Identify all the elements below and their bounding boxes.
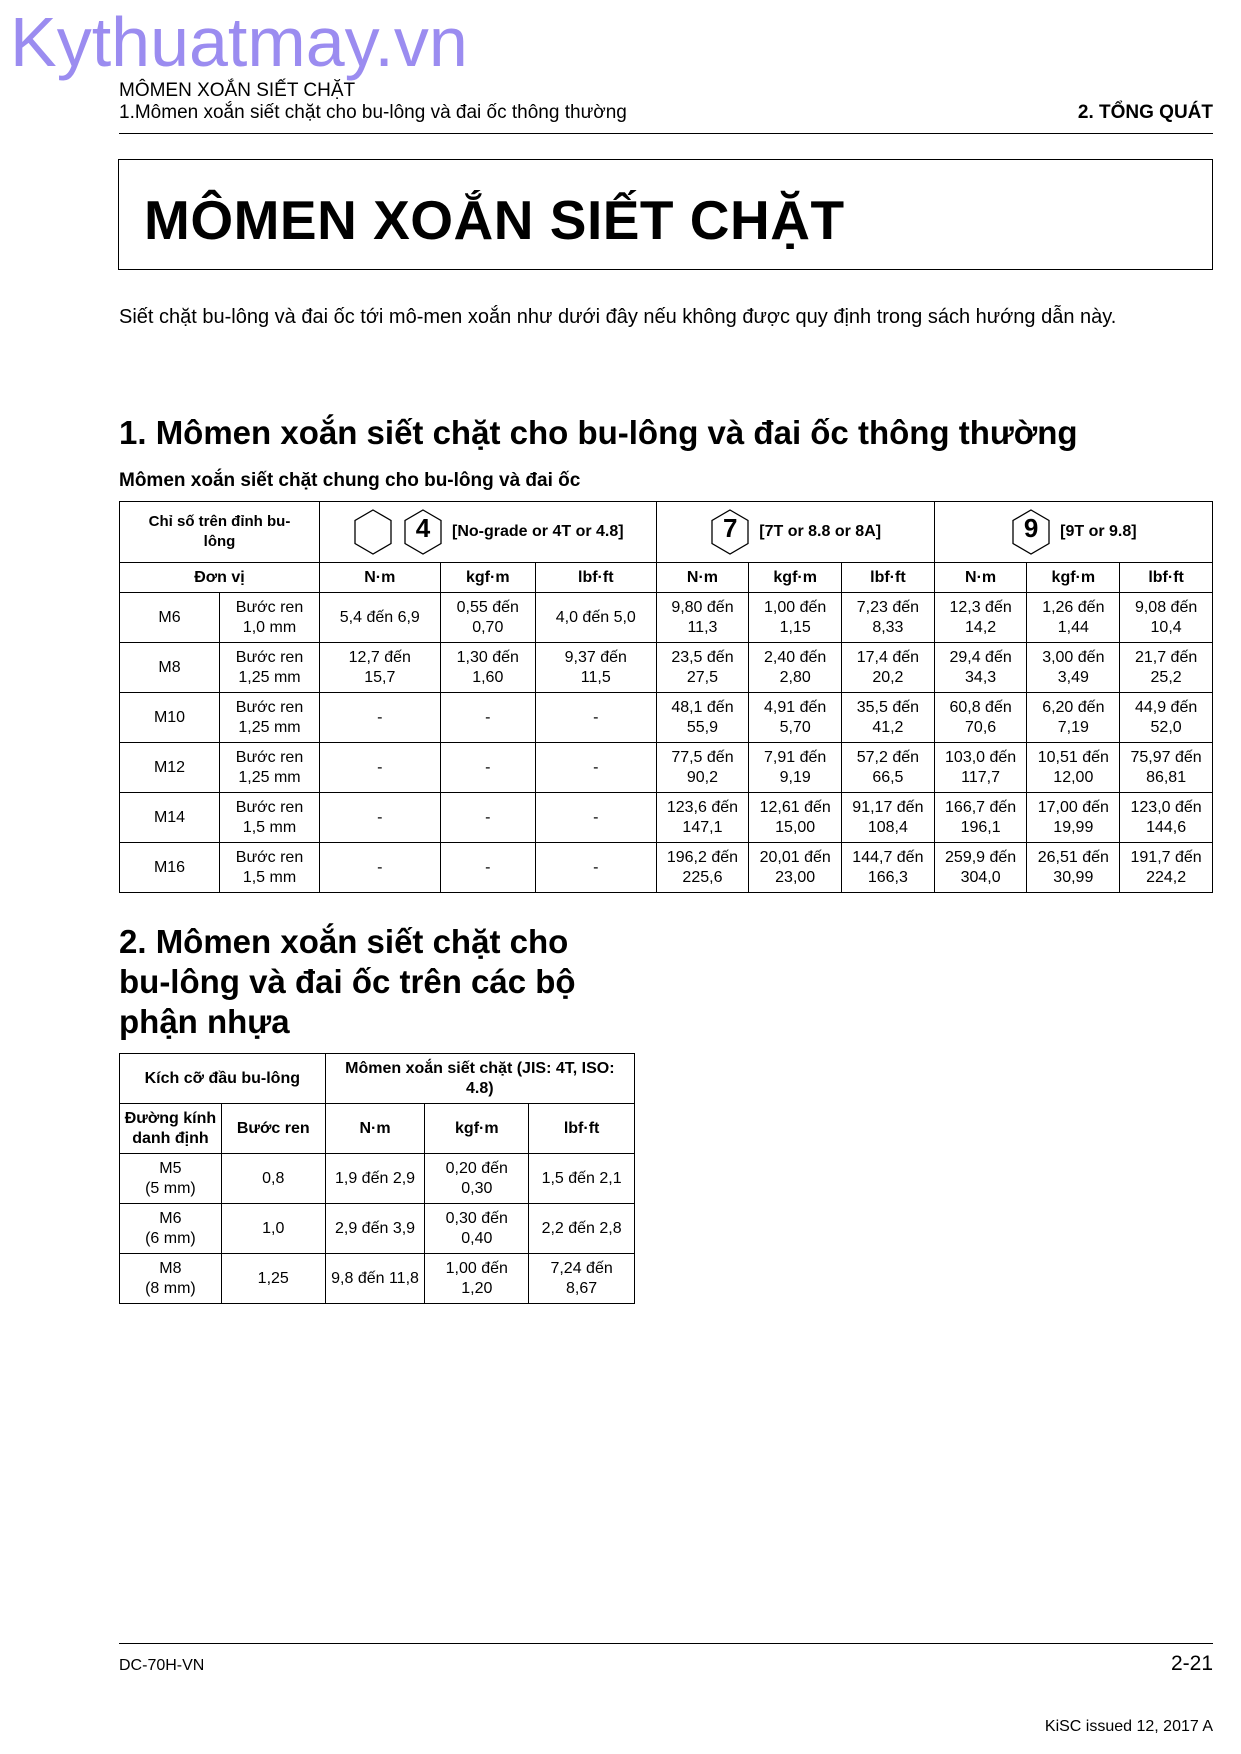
section2-heading-line: 2. Mômen xoắn siết chặt cho — [119, 923, 569, 960]
cell-line: 224,2 — [1146, 868, 1187, 886]
grade-7-label: [7T or 8.8 or 8A] — [759, 523, 882, 540]
cell-line: 0,40 — [461, 1229, 493, 1247]
torque-value-cell — [656, 693, 749, 743]
cell-line: - — [593, 758, 599, 776]
torque-value-cell — [325, 1254, 425, 1304]
torque-value-cell — [1120, 643, 1213, 693]
cell-line: 0,30 đến — [445, 1209, 508, 1227]
cell-line: (8 mm) — [145, 1279, 196, 1297]
grade-4-label: [No-grade or 4T or 4.8] — [452, 523, 624, 540]
torque-value-cell — [1120, 843, 1213, 893]
cell-line: 144,7 đến — [852, 848, 924, 866]
footer-issued: KiSC issued 12, 2017 A — [1044, 1718, 1213, 1735]
cell-line: 1,5 mm — [242, 868, 297, 886]
cell-line: 4,0 đến 5,0 — [555, 608, 636, 626]
torque-table-general — [119, 501, 1213, 893]
table-row — [120, 1254, 635, 1304]
torque-value-cell — [425, 1154, 529, 1204]
cell-line: 11,3 — [687, 618, 718, 636]
table-header-row — [120, 1054, 635, 1104]
cell-line: 0,70 — [472, 618, 504, 636]
torque-value-cell — [1027, 843, 1120, 893]
cell-line: 2,2 đến 2,8 — [541, 1219, 622, 1237]
cell-line: 41,2 — [872, 718, 904, 736]
cell-line: 90,2 — [686, 768, 719, 786]
torque-value-cell — [320, 793, 441, 843]
torque-table-plastic — [119, 1053, 635, 1304]
cell-line: 30,99 — [1053, 868, 1094, 886]
cell-line: 26,51 đến — [1037, 848, 1109, 866]
cell-line: 35,5 đến — [856, 698, 920, 716]
torque-value-cell — [535, 843, 656, 893]
torque-value-cell — [934, 643, 1027, 693]
torque-value-cell — [440, 593, 535, 643]
unit-cell: kgf·m — [1027, 563, 1120, 593]
torque-value-cell — [529, 1254, 635, 1304]
bolt-size-header: Kích cỡ đầu bu-lông — [120, 1054, 326, 1104]
cell-line: 10,51 đến — [1037, 748, 1109, 766]
cell-line: 144,6 — [1146, 818, 1187, 836]
cell-line: 75,97 đến — [1130, 748, 1202, 766]
cell-line: 304,0 — [960, 868, 1001, 886]
torque-value-cell — [440, 643, 535, 693]
cell-line: 1,15 — [779, 618, 811, 636]
torque-value-cell — [842, 593, 935, 643]
torque-header-line: 4.8) — [466, 1079, 494, 1097]
cell-line: 15,7 — [364, 668, 396, 686]
grade-9-cell — [934, 502, 1212, 563]
cell-line: 3,00 đến — [1042, 648, 1105, 666]
cell-line: Bước ren — [235, 748, 304, 766]
cell-line: 15,00 — [775, 818, 816, 836]
cell-line: (6 mm) — [145, 1229, 196, 1247]
cell-line: 12,61 đến — [759, 798, 831, 816]
unit-cell: N·m — [325, 1104, 425, 1154]
torque-value-cell — [1120, 743, 1213, 793]
torque-value-cell — [842, 843, 935, 893]
cell-line: Bước ren — [235, 848, 304, 866]
cell-line: 52,0 — [1150, 718, 1182, 736]
section2-heading-line: bu-lông và đai ốc trên các bộ — [119, 963, 576, 1000]
bolt-size-cell: M12 — [120, 743, 220, 793]
diameter-cell — [120, 1204, 222, 1254]
cell-line: - — [377, 808, 383, 826]
bolt-size-cell: M6 — [120, 593, 220, 643]
torque-value-cell — [656, 843, 749, 893]
pitch-cell: 1,0 — [221, 1204, 325, 1254]
cell-line: 1,60 — [472, 668, 504, 686]
torque-value-cell — [842, 643, 935, 693]
cell-line: 7,23 đến — [856, 598, 920, 616]
unit-cell: kgf·m — [749, 563, 842, 593]
cell-line: 0,30 — [461, 1179, 493, 1197]
torque-value-cell — [440, 743, 535, 793]
torque-value-cell — [1027, 593, 1120, 643]
section1-heading: 1. Mômen xoắn siết chặt cho bu-lông và đai ốc thông thường — [119, 414, 1078, 451]
cell-line: 9,8 đến 11,8 — [331, 1269, 419, 1287]
cell-line: 5,4 đến 6,9 — [339, 608, 420, 626]
cell-line: 14,2 — [965, 618, 997, 636]
grade-label-cell: Chỉ số trên đỉnh bu-lông — [120, 502, 320, 563]
cell-line: Bước ren — [235, 598, 304, 616]
unit-cell: lbf·ft — [1120, 563, 1213, 593]
section2-heading-line: phận nhựa — [119, 1003, 290, 1040]
torque-value-cell — [320, 843, 441, 893]
cell-line: 1,44 — [1057, 618, 1089, 636]
cell-line: 7,19 — [1057, 718, 1089, 736]
torque-value-cell — [425, 1254, 529, 1304]
bolt-size-cell: M8 — [120, 643, 220, 693]
cell-line: 27,5 — [686, 668, 719, 686]
torque-value-cell — [529, 1154, 635, 1204]
cell-line: 10,4 — [1150, 618, 1182, 636]
cell-line: 21,7 đến — [1134, 648, 1198, 666]
torque-value-cell — [440, 843, 535, 893]
cell-line: 12,7 đến — [348, 648, 411, 666]
cell-line: M5 — [159, 1159, 182, 1177]
torque-value-cell — [320, 643, 441, 693]
cell-line: 66,5 — [872, 768, 904, 786]
cell-line: 48,1 đến — [671, 698, 734, 716]
cell-line: 1,25 mm — [238, 768, 301, 786]
cell-line: 1,00 đến — [764, 598, 827, 616]
unit-cell: N·m — [320, 563, 441, 593]
torque-value-cell — [934, 843, 1027, 893]
cell-line: 1,9 đến 2,9 — [334, 1169, 416, 1187]
torque-value-cell — [934, 693, 1027, 743]
torque-value-cell — [656, 743, 749, 793]
cell-line: 117,7 — [961, 768, 1001, 786]
cell-line: - — [485, 858, 491, 876]
torque-value-cell — [1027, 793, 1120, 843]
pitch-cell — [220, 743, 320, 793]
torque-value-cell — [440, 793, 535, 843]
torque-value-cell — [1027, 643, 1120, 693]
cell-line: - — [377, 858, 383, 876]
cell-line: - — [485, 708, 491, 726]
cell-line: 23,00 — [775, 868, 816, 886]
cell-line: M6 — [159, 1209, 182, 1227]
torque-value-cell — [535, 793, 656, 843]
table-row — [120, 743, 1213, 793]
cell-line: 9,19 — [779, 768, 811, 786]
footer-divider — [119, 1643, 1213, 1644]
cell-line: 17,00 đến — [1037, 798, 1109, 816]
torque-value-cell — [749, 743, 842, 793]
grade-4-hex-icon — [402, 508, 444, 556]
cell-line: 12,3 đến — [949, 598, 1012, 616]
torque-value-cell — [842, 743, 935, 793]
diameter-header — [120, 1104, 222, 1154]
cell-line: 1,25 mm — [238, 718, 301, 736]
cell-line: - — [377, 758, 383, 776]
unit-cell: lbf·ft — [535, 563, 656, 593]
cell-line: - — [377, 708, 383, 726]
grade-9-label: [9T or 9.8] — [1060, 523, 1137, 540]
cell-line: 8,33 — [872, 618, 904, 636]
cell-line: - — [485, 808, 491, 826]
cell-line: 166,7 đến — [945, 798, 1017, 816]
cell-line: Bước ren — [235, 648, 304, 666]
cell-line: 12,00 — [1053, 768, 1094, 786]
cell-line: 77,5 đến — [671, 748, 734, 766]
table-header-row — [120, 502, 1213, 563]
cell-line: - — [593, 708, 599, 726]
table-row — [120, 793, 1213, 843]
diameter-cell — [120, 1254, 222, 1304]
cell-line: 2,40 đến — [764, 648, 827, 666]
footer-doc-code: DC-70H-VN — [119, 1657, 205, 1674]
torque-value-cell — [749, 693, 842, 743]
torque-value-cell — [842, 693, 935, 743]
cell-line: 1,0 mm — [242, 618, 297, 636]
torque-value-cell — [535, 643, 656, 693]
cell-line: 191,7 đến — [1130, 848, 1202, 866]
cell-line: 1,26 đến — [1042, 598, 1105, 616]
unit-cell: lbf·ft — [529, 1104, 635, 1154]
grade-4-cell — [320, 502, 657, 563]
cell-line: 60,8 đến — [949, 698, 1012, 716]
diameter-cell — [120, 1154, 222, 1204]
cell-line: 166,3 — [867, 868, 908, 886]
torque-value-cell — [425, 1204, 529, 1254]
unit-cell: N·m — [934, 563, 1027, 593]
cell-line: 9,08 đến — [1134, 598, 1198, 616]
header-section: 2. TỔNG QUÁT — [1077, 102, 1213, 123]
table-row — [120, 643, 1213, 693]
cell-line: 9,80 đến — [671, 598, 734, 616]
torque-value-cell — [440, 693, 535, 743]
torque-value-cell — [749, 793, 842, 843]
pitch-cell: 1,25 — [221, 1254, 325, 1304]
torque-value-cell — [325, 1154, 425, 1204]
table-subheader-row — [120, 1104, 635, 1154]
table-row — [120, 1204, 635, 1254]
section1-subheading: Mômen xoắn siết chặt chung cho bu-lông và đai ốc — [119, 470, 581, 491]
cell-line: 7,91 đến — [764, 748, 827, 766]
cell-line: 57,2 đến — [856, 748, 920, 766]
pitch-cell — [220, 593, 320, 643]
cell-line: 23,5 đến — [671, 648, 734, 666]
pitch-cell — [220, 693, 320, 743]
cell-line: 6,20 đến — [1042, 698, 1105, 716]
header-subsection: 1.Mômen xoắn siết chặt cho bu-lông và đai ốc thông thường — [119, 102, 627, 123]
cell-line: 19,99 — [1053, 818, 1094, 836]
cell-line: (5 mm) — [145, 1179, 196, 1197]
torque-value-cell — [535, 593, 656, 643]
torque-value-cell — [320, 593, 441, 643]
cell-line: 7,24 đến — [550, 1259, 613, 1277]
cell-line: 225,6 — [682, 868, 723, 886]
diameter-header-line: Đường kính — [124, 1109, 217, 1127]
torque-value-cell — [535, 693, 656, 743]
cell-line: 1,20 — [461, 1279, 493, 1297]
cell-line: 196,1 — [960, 818, 1001, 836]
table-row — [120, 1154, 635, 1204]
torque-value-cell — [656, 793, 749, 843]
cell-line: 11,5 — [580, 668, 611, 686]
units-row — [120, 563, 1213, 593]
footer-page-number: 2-21 — [1170, 1652, 1213, 1675]
torque-value-cell — [656, 593, 749, 643]
section2-heading — [119, 922, 639, 1042]
page-title: MÔMEN XOẮN SIẾT CHẶT — [144, 189, 845, 251]
torque-header — [325, 1054, 634, 1104]
cell-line: 55,9 — [686, 718, 719, 736]
table-row — [120, 593, 1213, 643]
cell-line: - — [485, 758, 491, 776]
cell-line: 34,3 — [965, 668, 997, 686]
table-row — [120, 693, 1213, 743]
plain-hex-icon — [352, 508, 394, 556]
unit-cell: kgf·m — [440, 563, 535, 593]
torque-value-cell — [325, 1204, 425, 1254]
intro-text: Siết chặt bu-lông và đai ốc tới mô-men xoắn như dưới đây nếu không được quy định trong sách hướng dẫn này. — [119, 306, 1117, 328]
cell-line: - — [593, 858, 599, 876]
unit-cell: N·m — [656, 563, 749, 593]
torque-value-cell — [934, 793, 1027, 843]
diameter-header-line: danh định — [132, 1129, 209, 1147]
unit-cell: lbf·ft — [842, 563, 935, 593]
pitch-cell — [220, 643, 320, 693]
header-chapter: MÔMEN XOẮN SIẾT CHẶT — [119, 80, 356, 101]
table-row — [120, 843, 1213, 893]
cell-line: 9,37 đến — [564, 648, 627, 666]
cell-line: Bước ren — [235, 698, 304, 716]
grade-7-hex-icon — [709, 508, 751, 556]
torque-value-cell — [749, 643, 842, 693]
cell-line: 70,6 — [965, 718, 997, 736]
cell-line: 5,70 — [779, 718, 811, 736]
cell-line: 25,2 — [1150, 668, 1182, 686]
bolt-size-cell: M14 — [120, 793, 220, 843]
watermark-logo: Kythuatmay.vn — [10, 3, 468, 81]
cell-line: 8,67 — [566, 1279, 598, 1297]
torque-value-cell — [320, 743, 441, 793]
pitch-cell — [220, 793, 320, 843]
torque-value-cell — [1120, 593, 1213, 643]
grade-7-cell — [656, 502, 934, 563]
cell-line: 196,2 đến — [666, 848, 739, 866]
pitch-cell — [220, 843, 320, 893]
torque-header-line: Mômen xoắn siết chặt (JIS: 4T, ISO: — [345, 1059, 615, 1077]
torque-value-cell — [934, 743, 1027, 793]
cell-line: 17,4 đến — [856, 648, 920, 666]
header-divider — [119, 133, 1213, 134]
torque-value-cell — [749, 843, 842, 893]
cell-line: 123,6 đến — [666, 798, 739, 816]
torque-value-cell — [1120, 693, 1213, 743]
cell-line: Bước ren — [235, 798, 304, 816]
cell-line: 2,9 đến 3,9 — [334, 1219, 416, 1237]
cell-line: 103,0 đến — [945, 748, 1017, 766]
torque-value-cell — [656, 643, 749, 693]
cell-line: 123,0 đến — [1130, 798, 1202, 816]
torque-value-cell — [749, 593, 842, 643]
cell-line: 0,20 đến — [445, 1159, 508, 1177]
unit-cell: kgf·m — [425, 1104, 529, 1154]
cell-line: - — [593, 808, 599, 826]
pitch-header: Bước ren — [221, 1104, 325, 1154]
bolt-size-cell: M16 — [120, 843, 220, 893]
torque-value-cell — [529, 1204, 635, 1254]
cell-line: 86,81 — [1146, 768, 1187, 786]
unit-label-cell: Đơn vị — [120, 563, 320, 593]
torque-value-cell — [1027, 743, 1120, 793]
cell-line: 1,00 đến — [445, 1259, 508, 1277]
torque-value-cell — [842, 793, 935, 843]
cell-line: 0,55 đến — [456, 598, 519, 616]
title-box — [118, 159, 1213, 270]
cell-line: 20,01 đến — [759, 848, 831, 866]
torque-value-cell — [1120, 793, 1213, 843]
grade-9-hex-icon — [1010, 508, 1052, 556]
cell-line: 44,9 đến — [1134, 698, 1198, 716]
cell-line: 108,4 — [867, 818, 908, 836]
cell-line: 29,4 đến — [949, 648, 1012, 666]
cell-line: 147,1 — [682, 818, 723, 836]
cell-line: 3,49 — [1057, 668, 1089, 686]
pitch-cell: 0,8 — [221, 1154, 325, 1204]
cell-line: 4,91 đến — [764, 698, 827, 716]
grade-7-mark: 7 — [723, 513, 738, 543]
torque-value-cell — [535, 743, 656, 793]
cell-line: 20,2 — [872, 668, 904, 686]
torque-value-cell — [934, 593, 1027, 643]
torque-value-cell — [320, 693, 441, 743]
grade-4-mark: 4 — [415, 513, 431, 543]
cell-line: 259,9 đến — [945, 848, 1017, 866]
bolt-size-cell: M10 — [120, 693, 220, 743]
cell-line: 2,80 — [779, 668, 811, 686]
cell-line: 1,5 đến 2,1 — [541, 1169, 622, 1187]
cell-line: 1,25 mm — [238, 668, 301, 686]
cell-line: 1,30 đến — [456, 648, 519, 666]
torque-value-cell — [1027, 693, 1120, 743]
cell-line: 1,5 mm — [242, 818, 297, 836]
grade-9-mark: 9 — [1023, 513, 1039, 543]
cell-line: M8 — [159, 1259, 182, 1277]
cell-line: 91,17 đến — [852, 798, 924, 816]
